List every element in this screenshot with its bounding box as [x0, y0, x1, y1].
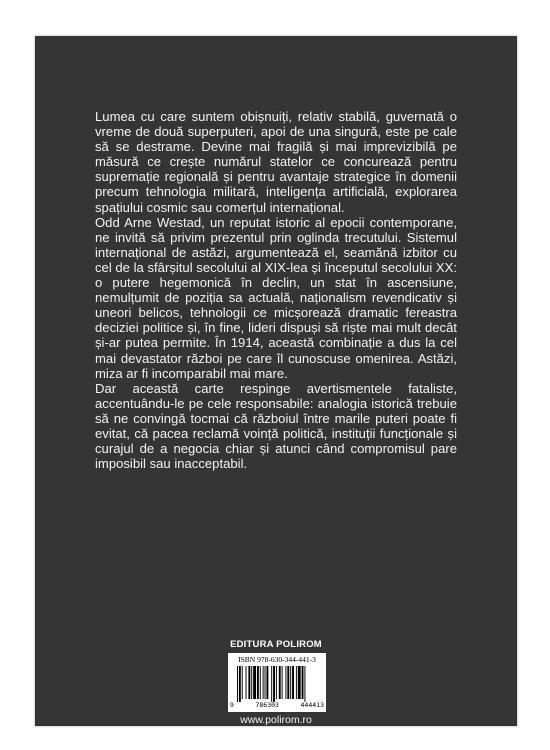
barcode-bar	[239, 666, 241, 702]
barcode-bar	[290, 666, 291, 699]
barcode-bar	[246, 666, 247, 699]
barcode-bar	[263, 666, 264, 699]
barcode-bar	[287, 666, 289, 699]
blurb-text	[95, 109, 457, 471]
publisher-name: EDITURA POLIROM	[230, 639, 322, 650]
isbn-text: ISBN 978-630-344-441-3	[238, 655, 316, 664]
barcode-bar	[296, 666, 297, 699]
barcode-bar	[265, 666, 266, 699]
barcode-bar	[285, 666, 286, 699]
barcode-bar	[282, 666, 283, 699]
barcode-bar	[251, 666, 252, 699]
barcode-bar	[276, 666, 277, 699]
barcode-digit-group-2: 444413	[300, 701, 324, 709]
barcode-bar	[257, 666, 259, 699]
blurb-paragraph-2: Odd Arne Westad, un reputat istoric al epocii contemporane, ne invită să privim prezentul prin oglinda trecutului. Sistemul internațional de astăzi, argumentează el, seamănă izbitor cu cel de la sfârșitul secolului al XIX-lea și începutul secolului XX: o putere hegemonică în declin, un stat în ascensiune, nemulțumit de poziția sa actuală, naționalism revendicativ și uneori belicos, tehnologii ce micșorează dramatic fereastra deciziei politice și, în fine, lideri dispuși să riște mai mult decât și-ar putea permite. În 1914, această combinație a dus la cel mai devastator război pe care îl cunoscuse omenirea. Astăzi, miza ar fi incomparabil mai mare.	[95, 214, 457, 381]
barcode-bar	[302, 666, 304, 699]
barcode-bar	[266, 666, 268, 699]
barcode-bar	[273, 666, 275, 702]
barcode-bar	[253, 666, 256, 699]
blurb-paragraph-1: Lumea cu care suntem obișnuiți, relativ stabilă, guvernată o vreme de două superputeri, apoi de una singură, este pe cale să se destrame. Devine mai fragilă și mai imprevizibilă pe măsură ce crește numărul statelor ce concurează pentru supremație regională și pentru avantaje strategice în domenii precum tehnologia militară, inteligența artificială, explorarea spațiului cosmic sau comerțul internațional.	[95, 109, 457, 215]
isbn-barcode-label	[228, 653, 326, 712]
barcode-bar	[237, 666, 238, 702]
barcode-bar	[248, 666, 250, 699]
barcode-bar	[279, 666, 281, 699]
barcode-bar	[242, 666, 243, 699]
barcode-digit-prefix: 9	[230, 701, 234, 709]
book-back-cover	[35, 36, 517, 726]
barcode-icon	[237, 666, 317, 702]
barcode-bar	[304, 666, 305, 702]
barcode-bar	[260, 666, 261, 699]
barcode-bar	[298, 666, 301, 699]
barcode-bar	[292, 666, 294, 699]
publisher-website: www.polirom.ro	[240, 714, 312, 726]
barcode-digits	[230, 701, 324, 709]
barcode-bar	[271, 666, 272, 702]
blurb-paragraph-3: Dar această carte respinge avertismentele fataliste, accentuându-le pe cele responsabile: analogia istorică trebuie să ne convingă tocmai că războiul între marile puteri poate fi evitat, că pacea reclamă voință politică, instituții funcționale și curajul de a negocia chiar și atunci când compromisul pare imposibil sau inacceptabil.	[95, 380, 457, 472]
barcode-digit-group-1: 786303	[255, 701, 279, 709]
